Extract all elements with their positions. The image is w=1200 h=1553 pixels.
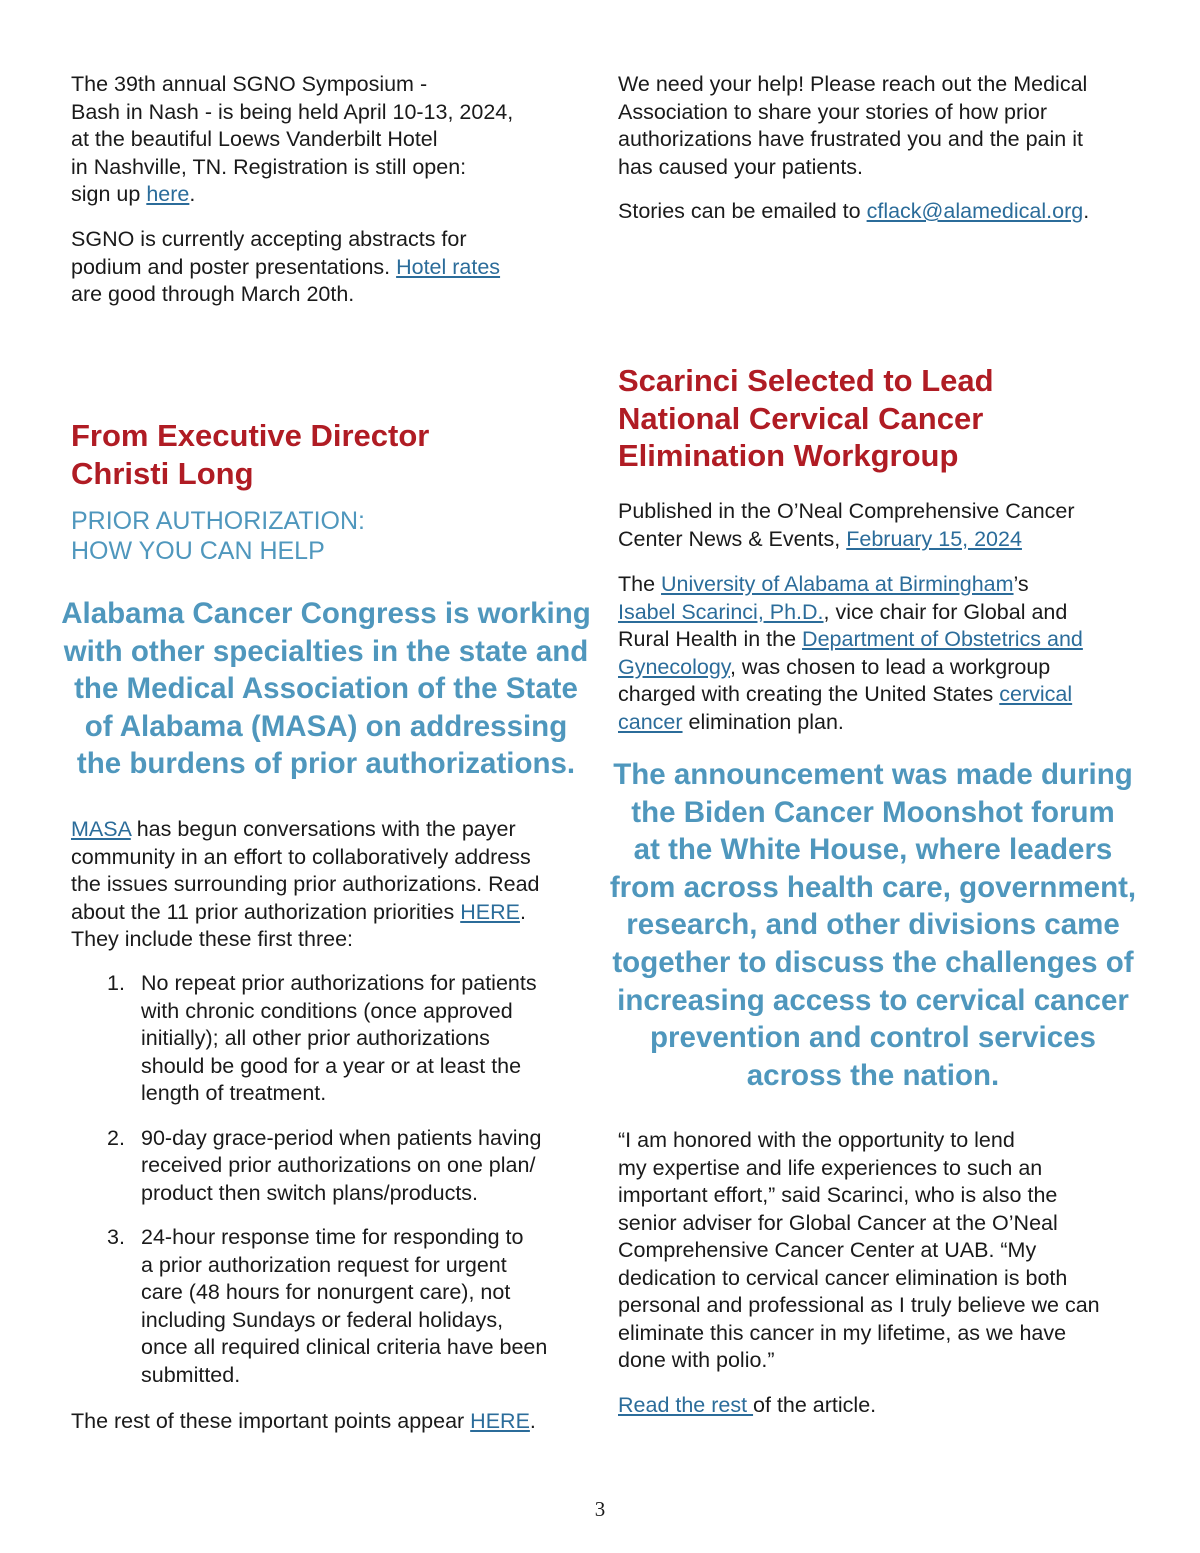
text-run: has begun conversations with the payer bbox=[130, 817, 516, 841]
pull-quote-line: at the White House, where leaders bbox=[633, 833, 1113, 867]
text-line bbox=[618, 681, 1083, 709]
email-link[interactable]: cflack@alamedical.org bbox=[866, 199, 1084, 223]
text-line: authorizations have frustrated you and the pain it bbox=[618, 127, 1083, 151]
text-line: They include these first three: bbox=[71, 927, 354, 951]
masa-intro-paragraph bbox=[71, 816, 540, 954]
text-run: elimination plan. bbox=[682, 709, 844, 734]
text-run: , was chosen to lead a workgroup bbox=[729, 654, 1051, 679]
text-line bbox=[71, 899, 540, 927]
subheading-line: HOW YOU CAN HELP bbox=[71, 536, 325, 565]
uab-link[interactable]: University of Alabama at Birmingham bbox=[661, 572, 1014, 596]
director-subheading bbox=[71, 507, 365, 566]
text-line: 24-hour response time for responding to bbox=[141, 1225, 524, 1249]
text-run: charged with creating the United States bbox=[618, 682, 1000, 706]
pull-quote-line: the Medical Association of the State bbox=[74, 672, 578, 706]
text-line: with chronic conditions (once approved bbox=[141, 998, 513, 1023]
cervical-cancer-link-cont[interactable]: cancer bbox=[618, 709, 683, 734]
title-line: Christi Long bbox=[71, 455, 254, 491]
text-line: initially); all other prior authorizations bbox=[141, 1026, 490, 1050]
hotel-rates-link[interactable]: Hotel rates bbox=[396, 254, 501, 279]
priorities-list bbox=[71, 970, 547, 1389]
text-line: eliminate this cancer in my lifetime, as we have bbox=[618, 1320, 1067, 1345]
text-line: should be good for a year or at least the bbox=[141, 1053, 522, 1078]
registration-link[interactable]: here bbox=[146, 182, 190, 206]
text-line: community in an effort to collaboratively address bbox=[71, 844, 531, 869]
text-run: ’s bbox=[1013, 572, 1029, 596]
text-run: of the article. bbox=[753, 1393, 877, 1417]
text-line: We need your help! Please reach out the Medical bbox=[618, 72, 1088, 96]
pull-quote-line: increasing access to cervical cancer bbox=[617, 983, 1129, 1017]
title-line: Scarinci Selected to Lead bbox=[618, 363, 994, 398]
read-the-rest-link[interactable]: Read the rest bbox=[618, 1393, 754, 1417]
text-line: SGNO is currently accepting abstracts for bbox=[71, 227, 467, 251]
text-run: The rest of these important points appear bbox=[71, 1409, 471, 1433]
text-line: the issues surrounding prior authorizations. Read bbox=[71, 872, 540, 896]
text-line: 90-day grace-period when patients having bbox=[141, 1125, 542, 1150]
text-line bbox=[71, 254, 500, 282]
text-line: my expertise and life experiences to such an bbox=[618, 1155, 1043, 1180]
text-line: including Sundays or federal holidays, bbox=[141, 1307, 504, 1332]
sgno-paragraph bbox=[71, 71, 513, 209]
title-line: From Executive Director bbox=[71, 418, 430, 453]
subheading-line: PRIOR AUTHORIZATION: bbox=[71, 507, 365, 535]
text-line: product then switch plans/products. bbox=[141, 1180, 479, 1205]
scarinci-section-title bbox=[618, 362, 994, 475]
list-item bbox=[71, 1125, 547, 1208]
cervical-cancer-link[interactable]: cervical bbox=[999, 682, 1073, 706]
text-line bbox=[618, 571, 1083, 599]
text-line: once all required clinical criteria have been bbox=[141, 1335, 548, 1359]
text-run: . bbox=[189, 182, 196, 206]
scarinci-profile-link[interactable]: Isabel Scarinci, Ph.D. bbox=[618, 599, 824, 624]
text-line: has caused your patients. bbox=[618, 154, 864, 179]
text-line: length of treatment. bbox=[141, 1081, 327, 1105]
text-run: Stories can be emailed to bbox=[618, 199, 867, 223]
text-line bbox=[618, 626, 1083, 654]
list-number: 3. bbox=[107, 1225, 125, 1249]
masa-link[interactable]: MASA bbox=[71, 817, 131, 841]
page-number: 3 bbox=[594, 1497, 606, 1521]
text-line bbox=[71, 1408, 536, 1436]
pull-quote-line: together to discuss the challenges of bbox=[612, 945, 1134, 979]
text-run: . bbox=[1083, 199, 1090, 223]
text-line bbox=[618, 654, 1083, 682]
pull-quote-line: the burdens of prior authorizations. bbox=[76, 747, 576, 781]
list-number: 2. bbox=[107, 1125, 125, 1150]
pull-quote-line: with other specialties in the state and bbox=[63, 634, 589, 668]
director-section-title bbox=[71, 417, 429, 492]
text-run: Rural Health in the bbox=[618, 627, 803, 651]
text-line: done with polio.” bbox=[618, 1348, 775, 1372]
scarinci-body-paragraph bbox=[618, 571, 1083, 736]
text-line bbox=[71, 816, 540, 844]
text-line: Bash in Nash - is being held April 10-13, 2024, bbox=[71, 99, 514, 124]
text-line: Published in the O’Neal Comprehensive Cancer bbox=[618, 499, 1075, 523]
text-line: a prior authorization request for urgent bbox=[141, 1252, 507, 1277]
help-paragraph bbox=[618, 71, 1087, 181]
pull-quote-line: Alabama Cancer Congress is working bbox=[61, 597, 591, 630]
outro-paragraph bbox=[71, 1408, 536, 1436]
pull-quote-line: of Alabama (MASA) on addressing bbox=[84, 709, 568, 743]
text-run: . bbox=[529, 1409, 536, 1433]
list-number: 1. bbox=[107, 971, 125, 995]
obgyn-department-link[interactable]: Department of Obstetrics and bbox=[802, 627, 1083, 651]
pull-quote-line: prevention and control services bbox=[650, 1021, 1096, 1055]
pull-quote-line: the Biden Cancer Moonshot forum bbox=[631, 795, 1115, 829]
obgyn-department-link-cont[interactable]: Gynecology bbox=[618, 654, 730, 679]
pull-quote-line: from across health care, government, bbox=[609, 870, 1137, 904]
priorities-here-link[interactable]: HERE bbox=[460, 899, 520, 924]
title-line: National Cervical Cancer bbox=[618, 400, 984, 436]
text-run: sign up bbox=[71, 182, 147, 206]
list-item bbox=[71, 970, 547, 1108]
text-line: received prior authorizations on one plan/ bbox=[141, 1153, 536, 1177]
title-line: Elimination Workgroup bbox=[618, 438, 959, 473]
publish-date-link[interactable]: February 15, 2024 bbox=[846, 526, 1022, 551]
rest-points-here-link[interactable]: HERE bbox=[470, 1409, 530, 1433]
text-line: are good through March 20th. bbox=[71, 282, 355, 306]
published-paragraph bbox=[618, 498, 1075, 553]
text-line: No repeat prior authorizations for patients bbox=[141, 971, 537, 995]
text-run: The bbox=[618, 572, 662, 596]
text-line bbox=[618, 198, 1089, 226]
text-line bbox=[618, 599, 1083, 627]
text-run: , vice chair for Global and bbox=[823, 599, 1068, 624]
text-line: at the beautiful Loews Vanderbilt Hotel bbox=[71, 127, 438, 151]
text-line: care (48 hours for nonurgent care), not bbox=[141, 1280, 511, 1304]
pull-quote-line: research, and other divisions came bbox=[626, 908, 1120, 942]
list-item bbox=[71, 1224, 547, 1389]
scarinci-quote-paragraph bbox=[618, 1127, 1100, 1375]
text-run: about the 11 prior authorization priorities bbox=[71, 899, 461, 924]
text-run: . bbox=[519, 899, 526, 924]
text-line bbox=[71, 181, 513, 209]
text-line: personal and professional as I truly believe we can bbox=[618, 1293, 1100, 1317]
sgno-abstracts-paragraph bbox=[71, 226, 500, 309]
text-line: Association to share your stories of how prior bbox=[618, 99, 1048, 124]
scarinci-pull-quote bbox=[608, 756, 1138, 1094]
text-line: important effort,” said Scarinci, who is also the bbox=[618, 1183, 1058, 1207]
text-line: Comprehensive Cancer Center at UAB. “My bbox=[618, 1238, 1037, 1262]
text-line: submitted. bbox=[141, 1362, 241, 1387]
text-run: Center News & Events, bbox=[618, 526, 847, 551]
text-line: in Nashville, TN. Registration is still open: bbox=[71, 154, 467, 179]
pull-quote-line: The announcement was made during bbox=[613, 758, 1133, 791]
text-line: The 39th annual SGNO Symposium - bbox=[71, 72, 428, 96]
text-line bbox=[618, 526, 1075, 554]
pull-quote-line: across the nation. bbox=[746, 1058, 1000, 1092]
text-line: dedication to cervical cancer elimination is both bbox=[618, 1265, 1068, 1290]
director-pull-quote bbox=[61, 595, 591, 783]
text-run: podium and poster presentations. bbox=[71, 254, 397, 279]
text-line bbox=[618, 709, 1083, 737]
text-line: senior adviser for Global Cancer at the O’Neal bbox=[618, 1210, 1058, 1235]
stories-paragraph bbox=[618, 198, 1089, 226]
read-more-paragraph bbox=[618, 1392, 876, 1420]
text-line: “I am honored with the opportunity to lend bbox=[618, 1128, 1015, 1152]
text-line bbox=[618, 1392, 876, 1420]
